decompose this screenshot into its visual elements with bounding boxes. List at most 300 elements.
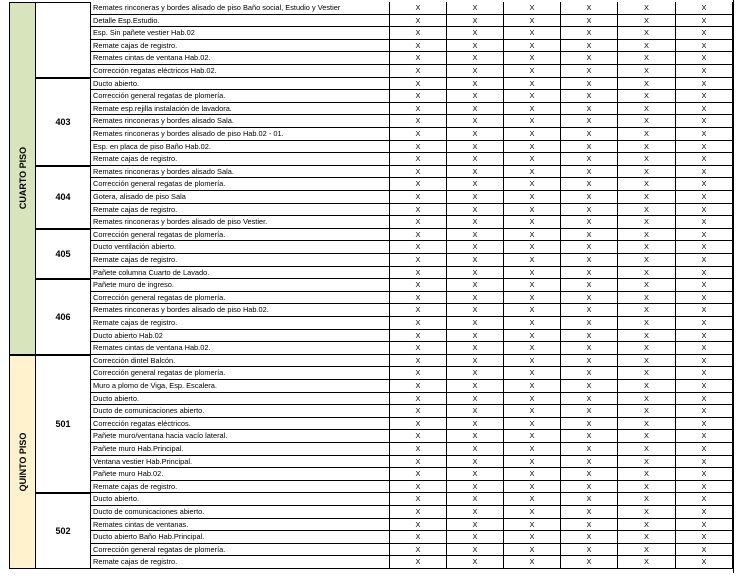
check-mark-cell: X xyxy=(390,405,447,418)
check-mark-cell: X xyxy=(676,115,733,128)
table-row xyxy=(91,115,733,128)
check-mark-cell: X xyxy=(390,481,447,494)
check-mark-cell: X xyxy=(390,166,447,179)
check-mark-cell: X xyxy=(447,367,504,380)
check-mark-cell: X xyxy=(618,493,676,506)
table-row xyxy=(91,493,733,506)
check-mark-cell: X xyxy=(504,519,561,532)
check-mark-cell: X xyxy=(390,103,447,116)
floor-name: QUINTO PISO xyxy=(17,432,28,492)
check-mark-cell: X xyxy=(676,52,733,65)
check-mark-cell: X xyxy=(561,78,618,91)
table-row xyxy=(91,166,733,179)
check-mark-cell: X xyxy=(618,443,676,456)
check-mark-cell: X xyxy=(618,481,676,494)
check-mark-cell: X xyxy=(504,15,561,28)
check-mark-cell: X xyxy=(676,65,733,78)
table-row xyxy=(91,531,733,544)
check-mark-cell: X xyxy=(676,443,733,456)
check-mark-cell: X xyxy=(504,216,561,229)
table-row xyxy=(91,556,733,569)
check-mark-cell: X xyxy=(504,443,561,456)
check-mark-cell: X xyxy=(504,267,561,280)
check-mark-cell: X xyxy=(447,141,504,154)
check-mark-cell: X xyxy=(504,2,561,15)
check-mark-cell: X xyxy=(561,241,618,254)
check-mark-cell: X xyxy=(618,292,676,305)
check-mark-cell: X xyxy=(676,103,733,116)
check-mark-cell: X xyxy=(676,267,733,280)
apartment-number-cell: 406 xyxy=(36,279,91,355)
check-mark-cell: X xyxy=(618,27,676,40)
check-mark-cell: X xyxy=(561,166,618,179)
check-mark-cell: X xyxy=(504,52,561,65)
item-description: Ducto abierto. xyxy=(91,393,390,406)
check-mark-cell: X xyxy=(504,317,561,330)
check-mark-cell: X xyxy=(390,229,447,242)
check-mark-cell: X xyxy=(447,443,504,456)
check-mark-cell: X xyxy=(504,418,561,431)
check-mark-cell: X xyxy=(390,254,447,267)
check-mark-cell: X xyxy=(390,141,447,154)
table-row xyxy=(91,241,733,254)
table-row xyxy=(91,279,733,292)
check-mark-cell: X xyxy=(447,52,504,65)
table-row xyxy=(91,229,733,242)
check-mark-cell: X xyxy=(618,279,676,292)
check-mark-cell: X xyxy=(504,27,561,40)
item-description: Corrección general regatas de plomería. xyxy=(91,292,390,305)
table-row xyxy=(91,405,733,418)
check-mark-cell: X xyxy=(504,468,561,481)
check-mark-cell: X xyxy=(561,279,618,292)
check-mark-cell: X xyxy=(447,204,504,217)
check-mark-cell: X xyxy=(561,204,618,217)
check-mark-cell: X xyxy=(676,191,733,204)
check-mark-cell: X xyxy=(504,279,561,292)
apartment-number-cell: 405 xyxy=(36,229,91,279)
table-row xyxy=(91,2,733,15)
item-description: Remates rinconeras y bordes alisado Sala. xyxy=(91,166,390,179)
check-mark-cell: X xyxy=(447,405,504,418)
check-mark-cell: X xyxy=(390,78,447,91)
check-mark-cell: X xyxy=(618,418,676,431)
item-description: Corrección regatas eléctricos. xyxy=(91,418,390,431)
check-mark-cell: X xyxy=(561,115,618,128)
check-mark-cell: X xyxy=(504,430,561,443)
item-description: Remate cajas de registro. xyxy=(91,204,390,217)
item-description: Remate cajas de registro. xyxy=(91,556,390,569)
check-mark-cell: X xyxy=(447,90,504,103)
sheet-right-border xyxy=(733,0,734,573)
check-mark-cell: X xyxy=(618,506,676,519)
check-mark-cell: X xyxy=(676,418,733,431)
check-mark-cell: X xyxy=(504,191,561,204)
check-mark-cell: X xyxy=(618,178,676,191)
check-mark-cell: X xyxy=(676,241,733,254)
check-mark-cell: X xyxy=(447,78,504,91)
check-mark-cell: X xyxy=(447,267,504,280)
table-row xyxy=(91,178,733,191)
check-mark-cell: X xyxy=(618,342,676,355)
check-mark-cell: X xyxy=(618,317,676,330)
item-description: Remates cintas de ventanas. xyxy=(91,519,390,532)
check-mark-cell: X xyxy=(390,241,447,254)
check-mark-cell: X xyxy=(618,544,676,557)
table-row xyxy=(91,15,733,28)
check-mark-cell: X xyxy=(390,367,447,380)
check-mark-cell: X xyxy=(390,330,447,343)
item-description: Remates rinconeras y bordes alisado de piso Hab.02 - 01. xyxy=(91,128,390,141)
check-mark-cell: X xyxy=(504,65,561,78)
check-mark-cell: X xyxy=(561,65,618,78)
table-row xyxy=(91,292,733,305)
floor-label-cell xyxy=(9,2,36,355)
item-description: Detalle Esp.Estudio. xyxy=(91,15,390,28)
check-mark-cell: X xyxy=(447,103,504,116)
check-mark-cell: X xyxy=(447,430,504,443)
check-mark-cell: X xyxy=(618,456,676,469)
check-mark-cell: X xyxy=(504,405,561,418)
check-mark-cell: X xyxy=(390,191,447,204)
check-mark-cell: X xyxy=(390,393,447,406)
check-mark-cell: X xyxy=(504,380,561,393)
apartment-number-cell xyxy=(36,2,91,78)
check-mark-cell: X xyxy=(561,317,618,330)
table-row xyxy=(91,519,733,532)
check-mark-cell: X xyxy=(504,456,561,469)
check-mark-cell: X xyxy=(447,292,504,305)
item-description: Ventana vestier Hab.Principal. xyxy=(91,456,390,469)
item-description: Remate cajas de registro. xyxy=(91,40,390,53)
check-mark-cell: X xyxy=(561,355,618,368)
table-row xyxy=(91,191,733,204)
check-mark-cell: X xyxy=(618,90,676,103)
item-description: Remates rinconeras y bordes alisado Sala. xyxy=(91,115,390,128)
check-mark-cell: X xyxy=(618,153,676,166)
check-mark-cell: X xyxy=(504,229,561,242)
check-mark-cell: X xyxy=(561,519,618,532)
check-mark-cell: X xyxy=(447,304,504,317)
check-mark-cell: X xyxy=(561,191,618,204)
item-description: Esp. Sin pañete vestier Hab.02 xyxy=(91,27,390,40)
check-mark-cell: X xyxy=(676,292,733,305)
check-mark-cell: X xyxy=(504,90,561,103)
check-mark-cell: X xyxy=(618,355,676,368)
floor-label-cell xyxy=(9,355,36,569)
check-mark-cell: X xyxy=(504,531,561,544)
check-mark-cell: X xyxy=(447,519,504,532)
check-mark-cell: X xyxy=(618,103,676,116)
check-mark-cell: X xyxy=(676,279,733,292)
check-mark-cell: X xyxy=(504,178,561,191)
check-mark-cell: X xyxy=(390,342,447,355)
check-mark-cell: X xyxy=(561,405,618,418)
check-mark-cell: X xyxy=(676,430,733,443)
check-mark-cell: X xyxy=(676,405,733,418)
table-row xyxy=(91,342,733,355)
check-mark-cell: X xyxy=(561,304,618,317)
check-mark-cell: X xyxy=(561,229,618,242)
check-mark-cell: X xyxy=(504,355,561,368)
check-mark-cell: X xyxy=(676,544,733,557)
apartment-number-cell: 501 xyxy=(36,355,91,494)
check-mark-cell: X xyxy=(504,493,561,506)
check-mark-cell: X xyxy=(390,317,447,330)
check-mark-cell: X xyxy=(561,216,618,229)
table-row xyxy=(91,78,733,91)
check-mark-cell: X xyxy=(447,556,504,569)
table-row xyxy=(91,40,733,53)
table-row xyxy=(91,204,733,217)
table-row xyxy=(91,27,733,40)
item-description: Corrección regatas eléctricos Hab.02. xyxy=(91,65,390,78)
check-mark-cell: X xyxy=(447,254,504,267)
check-mark-cell: X xyxy=(504,544,561,557)
check-mark-cell: X xyxy=(676,531,733,544)
check-mark-cell: X xyxy=(676,367,733,380)
check-mark-cell: X xyxy=(561,430,618,443)
table-row xyxy=(91,90,733,103)
check-mark-cell: X xyxy=(390,292,447,305)
check-mark-cell: X xyxy=(390,380,447,393)
check-mark-cell: X xyxy=(504,141,561,154)
check-mark-cell: X xyxy=(676,128,733,141)
check-mark-cell: X xyxy=(618,166,676,179)
table-row xyxy=(91,304,733,317)
check-mark-cell: X xyxy=(676,493,733,506)
table-row xyxy=(91,128,733,141)
check-mark-cell: X xyxy=(447,15,504,28)
check-mark-cell: X xyxy=(676,330,733,343)
check-mark-cell: X xyxy=(676,481,733,494)
check-mark-cell: X xyxy=(676,355,733,368)
item-description: Corrección general regatas de plomería. xyxy=(91,367,390,380)
check-mark-cell: X xyxy=(561,380,618,393)
check-mark-cell: X xyxy=(447,493,504,506)
check-mark-cell: X xyxy=(447,468,504,481)
check-mark-cell: X xyxy=(504,393,561,406)
check-mark-cell: X xyxy=(504,103,561,116)
check-mark-cell: X xyxy=(561,292,618,305)
check-mark-cell: X xyxy=(561,52,618,65)
check-mark-cell: X xyxy=(618,254,676,267)
check-mark-cell: X xyxy=(561,443,618,456)
check-mark-cell: X xyxy=(561,418,618,431)
check-mark-cell: X xyxy=(676,78,733,91)
table-row xyxy=(91,141,733,154)
table-row xyxy=(91,393,733,406)
check-mark-cell: X xyxy=(676,380,733,393)
table-row xyxy=(91,330,733,343)
check-mark-cell: X xyxy=(561,342,618,355)
table-row xyxy=(91,506,733,519)
check-mark-cell: X xyxy=(447,456,504,469)
item-description: Ducto abierto. xyxy=(91,78,390,91)
item-description: Remate cajas de registro. xyxy=(91,481,390,494)
item-description: Muro a plomo de Viga, Esp. Escalera. xyxy=(91,380,390,393)
check-mark-cell: X xyxy=(447,229,504,242)
check-mark-cell: X xyxy=(561,40,618,53)
check-mark-cell: X xyxy=(561,544,618,557)
check-mark-cell: X xyxy=(618,40,676,53)
check-mark-cell: X xyxy=(504,78,561,91)
table-row xyxy=(91,443,733,456)
table-row xyxy=(91,153,733,166)
check-mark-cell: X xyxy=(390,279,447,292)
check-mark-cell: X xyxy=(618,556,676,569)
item-description: Esp. en placa de piso Baño Hab.02. xyxy=(91,141,390,154)
check-mark-cell: X xyxy=(447,178,504,191)
check-mark-cell: X xyxy=(390,15,447,28)
check-mark-cell: X xyxy=(561,481,618,494)
item-description: Gotera, alisado de piso Sala xyxy=(91,191,390,204)
item-description: Corrección general regatas de plomería. xyxy=(91,229,390,242)
check-mark-cell: X xyxy=(390,90,447,103)
check-mark-cell: X xyxy=(390,355,447,368)
check-mark-cell: X xyxy=(676,456,733,469)
check-mark-cell: X xyxy=(676,229,733,242)
check-mark-cell: X xyxy=(561,90,618,103)
check-mark-cell: X xyxy=(390,430,447,443)
table-row xyxy=(91,216,733,229)
item-description: Remate cajas de registro. xyxy=(91,254,390,267)
check-mark-cell: X xyxy=(390,153,447,166)
check-mark-cell: X xyxy=(676,141,733,154)
check-mark-cell: X xyxy=(504,153,561,166)
item-description: Corrección dintel Balcón. xyxy=(91,355,390,368)
check-mark-cell: X xyxy=(618,430,676,443)
item-description: Remates rinconeras y bordes alisado de piso Hab.02. xyxy=(91,304,390,317)
item-description: Ducto abierto. xyxy=(91,493,390,506)
check-mark-cell: X xyxy=(676,27,733,40)
check-mark-cell: X xyxy=(390,304,447,317)
check-mark-cell: X xyxy=(390,519,447,532)
check-mark-cell: X xyxy=(561,267,618,280)
check-mark-cell: X xyxy=(447,166,504,179)
check-mark-cell: X xyxy=(447,355,504,368)
check-mark-cell: X xyxy=(676,153,733,166)
check-mark-cell: X xyxy=(618,380,676,393)
check-mark-cell: X xyxy=(504,128,561,141)
check-mark-cell: X xyxy=(390,178,447,191)
item-description: Ducto abierto Baño Hab.Principal. xyxy=(91,531,390,544)
check-mark-cell: X xyxy=(561,27,618,40)
table-row xyxy=(91,103,733,116)
check-mark-cell: X xyxy=(676,519,733,532)
check-mark-cell: X xyxy=(504,40,561,53)
check-mark-cell: X xyxy=(676,40,733,53)
check-mark-cell: X xyxy=(618,367,676,380)
check-mark-cell: X xyxy=(390,216,447,229)
check-mark-cell: X xyxy=(504,304,561,317)
check-mark-cell: X xyxy=(561,367,618,380)
table-row xyxy=(91,267,733,280)
item-description: Ducto abierto Hab.02 xyxy=(91,330,390,343)
check-mark-cell: X xyxy=(618,204,676,217)
check-mark-cell: X xyxy=(504,342,561,355)
check-mark-cell: X xyxy=(618,191,676,204)
check-mark-cell: X xyxy=(561,556,618,569)
check-mark-cell: X xyxy=(447,40,504,53)
check-mark-cell: X xyxy=(618,65,676,78)
check-mark-cell: X xyxy=(504,556,561,569)
check-mark-cell: X xyxy=(561,15,618,28)
apartment-number-cell: 403 xyxy=(36,78,91,166)
check-mark-cell: X xyxy=(447,241,504,254)
item-description: Corrección general regatas de plomería. xyxy=(91,90,390,103)
check-mark-cell: X xyxy=(561,153,618,166)
check-mark-cell: X xyxy=(618,519,676,532)
check-mark-cell: X xyxy=(618,229,676,242)
check-mark-cell: X xyxy=(447,65,504,78)
check-mark-cell: X xyxy=(618,128,676,141)
check-mark-cell: X xyxy=(561,2,618,15)
check-mark-cell: X xyxy=(504,254,561,267)
check-mark-cell: X xyxy=(447,544,504,557)
check-mark-cell: X xyxy=(447,342,504,355)
check-mark-cell: X xyxy=(618,216,676,229)
table-row xyxy=(91,544,733,557)
table-row xyxy=(91,418,733,431)
check-mark-cell: X xyxy=(447,115,504,128)
check-mark-cell: X xyxy=(390,204,447,217)
item-description: Remates rinconeras y bordes alisado de piso Vestier. xyxy=(91,216,390,229)
item-description: Ducto de comunicaciones abierto. xyxy=(91,506,390,519)
item-description: Pañete muro/ventana hacia vacío lateral. xyxy=(91,430,390,443)
item-description: Ducto de comunicaciones abierto. xyxy=(91,405,390,418)
check-mark-cell: X xyxy=(390,443,447,456)
item-description: Pañete muro de ingreso. xyxy=(91,279,390,292)
check-mark-cell: X xyxy=(561,506,618,519)
check-mark-cell: X xyxy=(561,128,618,141)
check-mark-cell: X xyxy=(561,468,618,481)
item-description: Pañete columna Cuarto de Lavado. xyxy=(91,267,390,280)
check-mark-cell: X xyxy=(618,330,676,343)
check-mark-cell: X xyxy=(561,141,618,154)
check-mark-cell: X xyxy=(390,128,447,141)
check-mark-cell: X xyxy=(390,531,447,544)
check-mark-cell: X xyxy=(390,52,447,65)
item-description: Corrección general regatas de plomería. xyxy=(91,178,390,191)
check-mark-cell: X xyxy=(504,367,561,380)
check-mark-cell: X xyxy=(561,330,618,343)
check-mark-cell: X xyxy=(390,65,447,78)
check-mark-cell: X xyxy=(390,27,447,40)
check-mark-cell: X xyxy=(390,493,447,506)
check-mark-cell: X xyxy=(504,115,561,128)
table-row xyxy=(91,430,733,443)
item-description: Remate cajas de registro. xyxy=(91,317,390,330)
item-description: Pañete muro Hab.02. xyxy=(91,468,390,481)
check-mark-cell: X xyxy=(447,279,504,292)
check-mark-cell: X xyxy=(618,531,676,544)
apartment-number-cell: 404 xyxy=(36,166,91,229)
check-mark-cell: X xyxy=(618,141,676,154)
table-row xyxy=(91,355,733,368)
check-mark-cell: X xyxy=(447,380,504,393)
item-description: Remate cajas de registro. xyxy=(91,153,390,166)
check-mark-cell: X xyxy=(390,544,447,557)
item-description: Corrección general regatas de plomería. xyxy=(91,544,390,557)
check-mark-cell: X xyxy=(447,2,504,15)
item-description: Ducto ventilación abierto. xyxy=(91,241,390,254)
check-mark-cell: X xyxy=(618,405,676,418)
table-row xyxy=(91,481,733,494)
check-mark-cell: X xyxy=(561,456,618,469)
check-mark-cell: X xyxy=(390,556,447,569)
check-mark-cell: X xyxy=(561,531,618,544)
